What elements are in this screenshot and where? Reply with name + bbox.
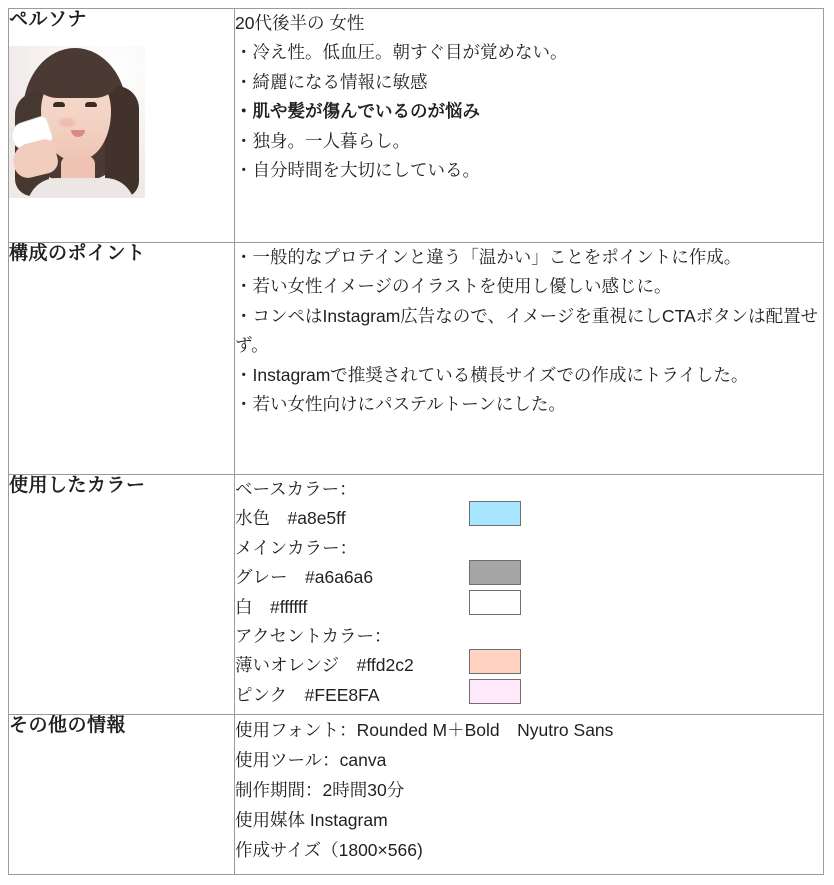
swatch-light-blue [469, 501, 521, 526]
list-item: 水色 #a8e5ff [235, 508, 346, 529]
list-item: ・自分時間を大切にしている。 [235, 159, 480, 180]
row-body-cell-other [235, 715, 824, 875]
swatch-gray [469, 560, 521, 585]
row-label-cell-colors [9, 475, 235, 715]
persona-list [235, 9, 823, 185]
list-item: ・独身。一人暮らし。 [235, 130, 410, 151]
table-row [9, 715, 824, 875]
row-label-colors: 使用したカラー [9, 475, 146, 496]
list-item: アクセントカラー： [235, 625, 392, 646]
list-item: ・Instagramで推奨されている横長サイズでの作成にトライした。 [235, 364, 749, 385]
list-item: 薄いオレンジ #ffd2c2 [235, 655, 414, 676]
row-label-persona: ペルソナ [9, 9, 88, 30]
table-row [9, 9, 824, 243]
color-text-list [235, 475, 463, 710]
list-item: ・冷え性。低血圧。朝すぐ目が覚めない。 [235, 42, 568, 63]
fringe-shape [35, 60, 117, 98]
swatch-light-orange [469, 649, 521, 674]
list-item: 使用ツール：canva [235, 750, 387, 771]
spec-table [8, 8, 824, 875]
table-row [9, 475, 824, 715]
cheek-blush [59, 118, 75, 127]
eyebrow-left [52, 94, 66, 97]
row-label-other: その他の情報 [9, 715, 127, 736]
row-label-cell-other [9, 715, 235, 875]
list-item: 20代後半の 女性 [235, 13, 365, 33]
row-body-cell-persona [235, 9, 824, 243]
list-item: 作成サイズ（1800×566) [235, 840, 423, 861]
row-label-cell-structure [9, 243, 235, 475]
structure-list [235, 243, 823, 419]
color-swatch-column [463, 475, 553, 710]
list-item: ・一般的なプロテインと違う「温かい」ことをポイントに作成。 [235, 247, 742, 267]
list-item: メインカラー： [235, 537, 358, 558]
list-item: グレー #a6a6a6 [235, 567, 374, 588]
row-body-cell-structure [235, 243, 824, 475]
eye-right [85, 102, 97, 107]
persona-photo [9, 46, 145, 198]
table-row [9, 243, 824, 475]
list-item: 使用媒体 Instagram [235, 810, 388, 831]
list-item: ピンク #FEE8FA [235, 684, 380, 705]
list-item: ・若い女性イメージのイラストを使用し優しい感じに。 [235, 276, 672, 297]
list-item: ・若い女性向けにパステルトーンにした。 [235, 393, 566, 414]
list-item: ・コンペはInstagram広告なので、イメージを重視にしCTAボタンは配置せず。 [235, 305, 819, 356]
eye-left [53, 102, 65, 107]
row-body-cell-colors [235, 475, 824, 715]
eyebrow-right [84, 94, 98, 97]
swatch-white [469, 590, 521, 615]
list-item: ・肌や髪が傷んでいるのが悩み [235, 101, 480, 122]
list-item: ベースカラー： [235, 479, 357, 499]
list-item: 制作期間：2時間30分 [235, 780, 405, 801]
list-item: 使用フォント：Rounded M＋Bold Nyutro Sans [235, 720, 614, 740]
color-block [235, 475, 823, 710]
swatch-pink [469, 679, 521, 704]
list-item: ・綺麗になる情報に敏感 [235, 71, 428, 92]
row-label-cell-persona [9, 9, 235, 243]
other-info-list [235, 715, 823, 865]
row-label-structure: 構成のポイント [9, 243, 146, 264]
shoulder-shape [27, 178, 135, 198]
list-item: 白 #ffffff [235, 596, 308, 617]
